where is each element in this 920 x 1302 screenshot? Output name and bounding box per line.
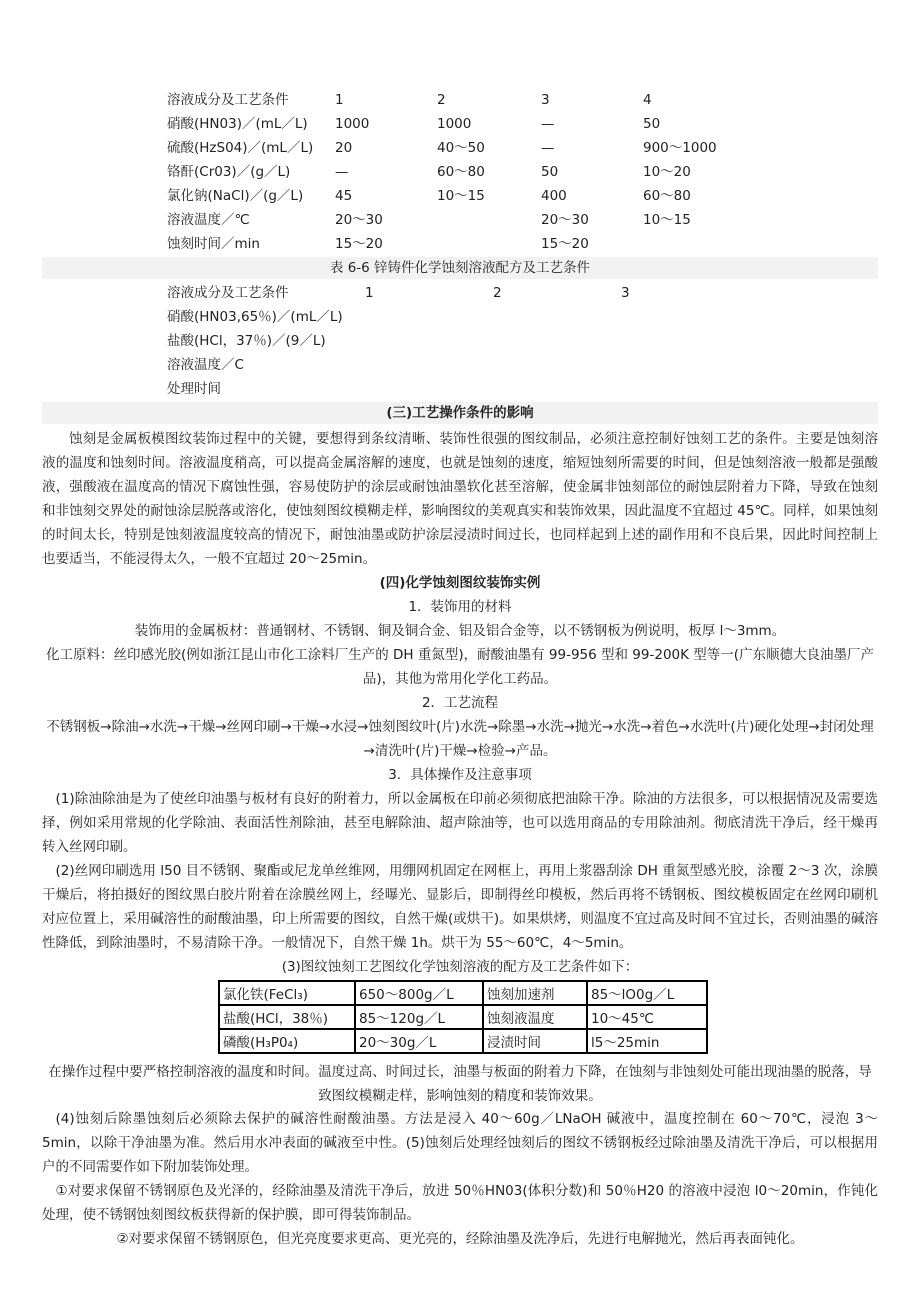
table-row: 磷酸(H₃P0₄) 20～30g／L 浸渍时间 l5～25min <box>219 1029 707 1053</box>
table-row: 氯化铁(FeCl₃) 650～800g／L 蚀刻加速剂 85～lO0g／L <box>219 981 707 1005</box>
subheading: 2．工艺流程 <box>421 695 499 711</box>
paragraph: 化工原料：丝印感光胶(例如浙江昆山市化工涂料厂生产的 DH 重氮型)，耐酸油墨有 99-956 型和 99-200K 型等一(广东顺德大良油墨厂产品)，其他为常用化学化工药品。 <box>45 647 875 687</box>
paragraph: 在操作过程中要严格控制溶液的温度和时间。温度过高、时间过长，油墨与板面的附着力下降，在蚀刻与非蚀刻处可能出现油墨的脱落，导致图纹模糊走样，影响蚀刻的精度和装饰效果。 <box>48 1064 872 1104</box>
paragraph: 不锈钢板→除油→水洗→干燥→丝网印刷→干燥→水浸→蚀刻图纹叶(片)水洗→除墨→水洗→抛光→水洗→着色→水洗叶(片)硬化处理→封闭处理→清洗叶(片)干燥→检验→产品。 <box>46 719 874 759</box>
paragraph: 装饰用的金属板材：普通钢材、不锈钢、铜及铜合金、铝及铝合金等，以不锈钢板为例说明，板厚 l～3mm。 <box>134 623 786 639</box>
section-heading: (四)化学蚀刻图纹装饰实例 <box>379 575 541 591</box>
subheading: 3．具体操作及注意事项 <box>388 767 532 783</box>
table2-caption: 表 6-6 锌铸件化学蚀刻溶液配方及工艺条件 <box>329 260 591 276</box>
paragraph: 蚀刻是金属板模图纹装饰过程中的关键，要想得到条纹清晰、装饰性很强的图纹制品，必须注意控制好蚀刻工艺的条件。主要是蚀刻溶液的温度和蚀刻时间。溶液温度稍高，可以提高金属溶解的速度，也就是蚀刻的速度，缩短蚀刻所需要的时间，但是蚀刻溶液一般都是强酸液，强酸液在温度高的情况下腐蚀性强，容易使防护的涂层或耐蚀油墨软化甚至溶解，使金属非蚀刻部位的耐蚀层附着力下降，导致在蚀刻和非蚀刻交界处的耐蚀涂层脱落或溶化，使蚀刻图纹模糊走样，影响图纹的美观真实和装饰效果，因此温度不宜超过 45℃。同样，如果蚀刻的时间太长，特别是蚀刻液温度较高的情况下，耐蚀油墨或防护涂层浸渍时间过长，也同样起到上述的副作用和不良后果，因此时间控制上也要适当，不能浸得太久，一般不宜超过 20～25min。 <box>42 431 878 567</box>
subheading: 1．装饰用的材料 <box>408 599 512 615</box>
table-row: 盐酸(HCl，38％) 85～120g／L 蚀刻液温度 10～45℃ <box>219 1005 707 1029</box>
paragraph: (2)丝网印刷选用 l50 目不锈钢、聚酯或尼龙单丝维网，用绷网机固定在网框上，再用上浆器刮涂 DH 重氮型感光胶，涂覆 2～3 次，涂膜干燥后，将拍摄好的图纹黑白胶片附着在涂膜丝网上，经曝光、显影后，即制得丝印模板，然后再将不锈钢板、图纹模板固定在丝网印刷机对应位置上，采用碱溶性的耐酸油墨，印上所需要的图纹，自然干燥(或烘干)。如果烘烤，则温度不宜过高及时间不宜过长，否则油墨的碱溶性降低，到除油墨时，不易清除干净。一般情况下，自然干燥 1h。烘干为 55～60℃，4～5min。 <box>42 863 878 951</box>
paragraph: ①对要求保留不锈钢原色及光泽的，经除油墨及清洗干净后，放进 50％HN03(体积分数)和 50％H20 的溶液中浸泡 l0～20min，作钝化处理，使不锈钢蚀刻图纹板获得新的保护膜，即可得装饰制品。 <box>42 1183 878 1223</box>
table-caption: (3)图纹蚀刻工艺图纹化学蚀刻溶液的配方及工艺条件如下： <box>281 959 639 975</box>
paragraph: ②对要求保留不锈钢原色，但光亮度要求更高、更光亮的，经除油墨及洗净后，先进行电解抛光，然后再表面钝化。 <box>116 1231 804 1247</box>
paragraph: (4)蚀刻后除墨蚀刻后必须除去保护的碱溶性耐酸油墨。方法是浸入 40～60g／LNaOH 碱液中，温度控制在 60～70℃，浸泡 3～5min，以除干净油墨为准。然后用水冲表面的碱液至中性。(5)蚀刻后处理经蚀刻后的图纹不锈钢板经过除油墨及清洗干净后，可以根据用户的不同需要作如下附加装饰处理。 <box>42 1111 878 1175</box>
conditions-table <box>218 980 708 1054</box>
section-heading: (三)工艺操作条件的影响 <box>386 405 534 421</box>
paragraph: (1)除油除油是为了使丝印油墨与板材有良好的附着力，所以金属板在印前必须彻底把油除干净。除油的方法很多，可以根据情况及需要选择，例如采用常规的化学除油、表面活性剂除油，甚至电解除油、超声除油等，也可以选用商品的专用除油剂。彻底清洗干净后，经干燥再转入丝网印刷。 <box>42 791 878 855</box>
